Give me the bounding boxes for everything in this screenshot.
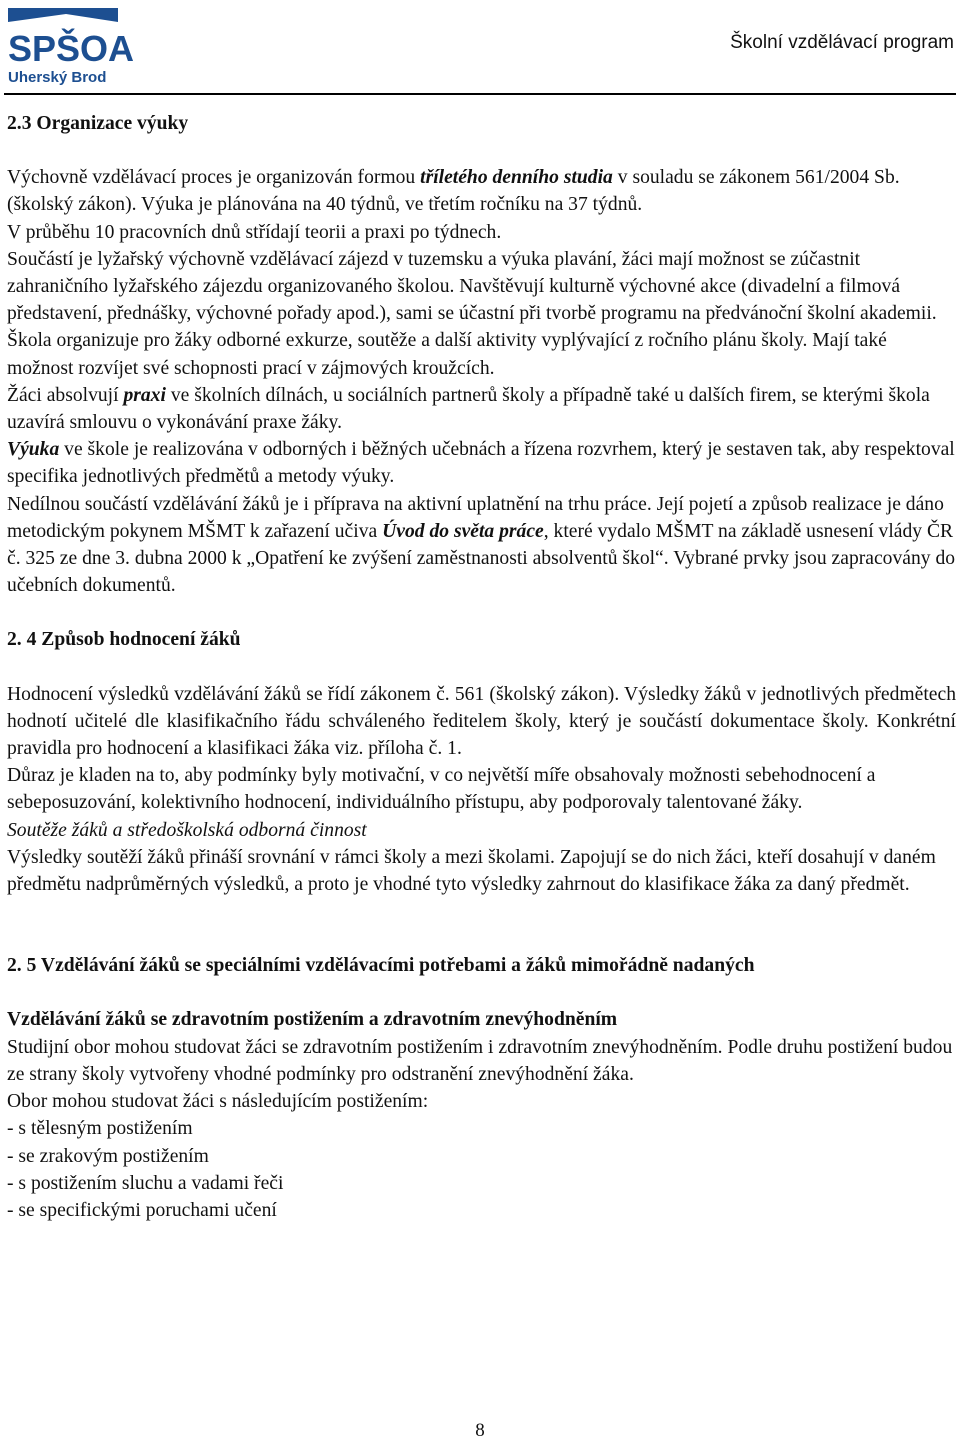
section-heading-2-5: 2. 5 Vzdělávání žáků se speciálními vzdělávacími potřebami a žáků mimořádně nadaných — [7, 955, 755, 977]
subheading: Soutěže žáků a středoškolská odborná činnost — [7, 819, 367, 841]
header-title: Školní vzdělávací program — [730, 32, 954, 53]
paragraph: Studijní obor mohou studovat žáci se zdravotním postižením i zdravotním znevýhodněním. Podle druhu postižení budou ze strany školy vytvořeny vhodné podmínky pro odstranění znevýhodnění žáka. — [7, 1036, 953, 1085]
paragraph: V průběhu 10 pracovních dnů střídají teorii a praxi po týdnech. — [7, 221, 502, 243]
document-body — [7, 110, 956, 1224]
paragraph: Součástí je lyžařský výchovně vzdělávací zájezd v tuzemsku a výuka plavání, žáci mají možnost se zúčastnit zahraničního lyžařského zájezdu organizovaného školou. Navštěvují kulturně výchovné akce (divadelní a filmová představení, přednášky, výchovné pořady apod.), sami se účastní při tvorbě programu na předvánoční školní akademii. Škola organizuje pro žáky odborné exkurze, soutěže a další aktivity vyplývající z ročního plánu školy. Mají také možnost rozvíjet své schopnosti prací v zájmových kroužcích. — [7, 248, 937, 379]
header-divider — [4, 93, 956, 95]
logo-subtext: Uherský Brod — [8, 69, 107, 86]
paragraph: Nedílnou součástí vzdělávání žáků je i příprava na aktivní uplatnění na trhu práce. Její pojetí a způsob realizace je dáno metodickým pokynem MŠMT k zařazení učiva Úvod do světa práce, které vydalo MŠMT na základě usnesení vlády ČR č. 325 ze dne 3. dubna 2000 k „Opatření ke zvýšení zaměstnanosti absolventů škol“. Vybrané prvky jsou zapracovány do učebních dokumentů. — [7, 493, 956, 597]
subheading: Vzdělávání žáků se zdravotním postižením a zdravotním znevýhodněním — [7, 1009, 618, 1031]
paragraph: Obor mohou studovat žáci s následujícím postižením: — [7, 1091, 429, 1113]
section-heading-2-3: 2.3 Organizace výuky — [7, 113, 189, 134]
school-logo — [6, 6, 135, 86]
list-item: - s postižením sluchu a vadami řeči — [7, 1172, 284, 1194]
paragraph: Výchovně vzdělávací proces je organizován formou tříletého denního studia v souladu se zákonem 561/2004 Sb. (školský zákon). Výuka je plánována na 40 týdnů, ve třetím ročníku na 37 týdnů. — [7, 167, 900, 216]
paragraph: Výsledky soutěží žáků přináší srovnání v rámci školy a mezi školami. Zapojují se do nich žáci, kteří dosahují v daném předmětu nadprůměrných výsledků, a proto je vhodné tyto výsledky zahrnout do klasifikace žáka za daný předmět. — [7, 846, 936, 896]
paragraph: Žáci absolvují praxi ve školních dílnách, u sociálních partnerů školy a případně také u dalších firem, se kterými škola uzavírá smlouvu o vykonávání praxe žáky. — [7, 384, 930, 434]
page-number: 8 — [475, 1420, 485, 1441]
paragraph: Důraz je kladen na to, aby podmínky byly motivační, v co největší míře obsahovaly možnosti sebehodnocení a sebeposuzování, kolektivního hodnocení, individuálního přístupu, aby podporovaly talentované žáky. — [7, 765, 876, 814]
list-item: - s tělesným postižením — [7, 1118, 193, 1140]
section-heading-2-4: 2. 4 Způsob hodnocení žáků — [7, 629, 241, 651]
list-item: - se specifickými poruchami učení — [7, 1199, 277, 1221]
list-item: - se zrakovým postižením — [7, 1145, 209, 1167]
paragraph: Výuka ve škole je realizována v odborných i běžných učebnách a řízena rozvrhem, který je sestaven tak, aby respektoval specifika jednotlivých předmětů a metody výuky. — [7, 439, 955, 488]
logo-text: SPŠOA — [8, 28, 135, 69]
paragraph: Hodnocení výsledků vzdělávání žáků se řídí zákonem č. 561 (školský zákon). Výsledky žáků v jednotlivých předmětech hodnotí učitelé dle klasifikačního řádu schváleného ředitelem školy, který je součástí dokumentace školy. Konkrétní pravidla pro hodnocení a klasifikaci žáka viz. příloha č. 1. — [7, 683, 956, 760]
